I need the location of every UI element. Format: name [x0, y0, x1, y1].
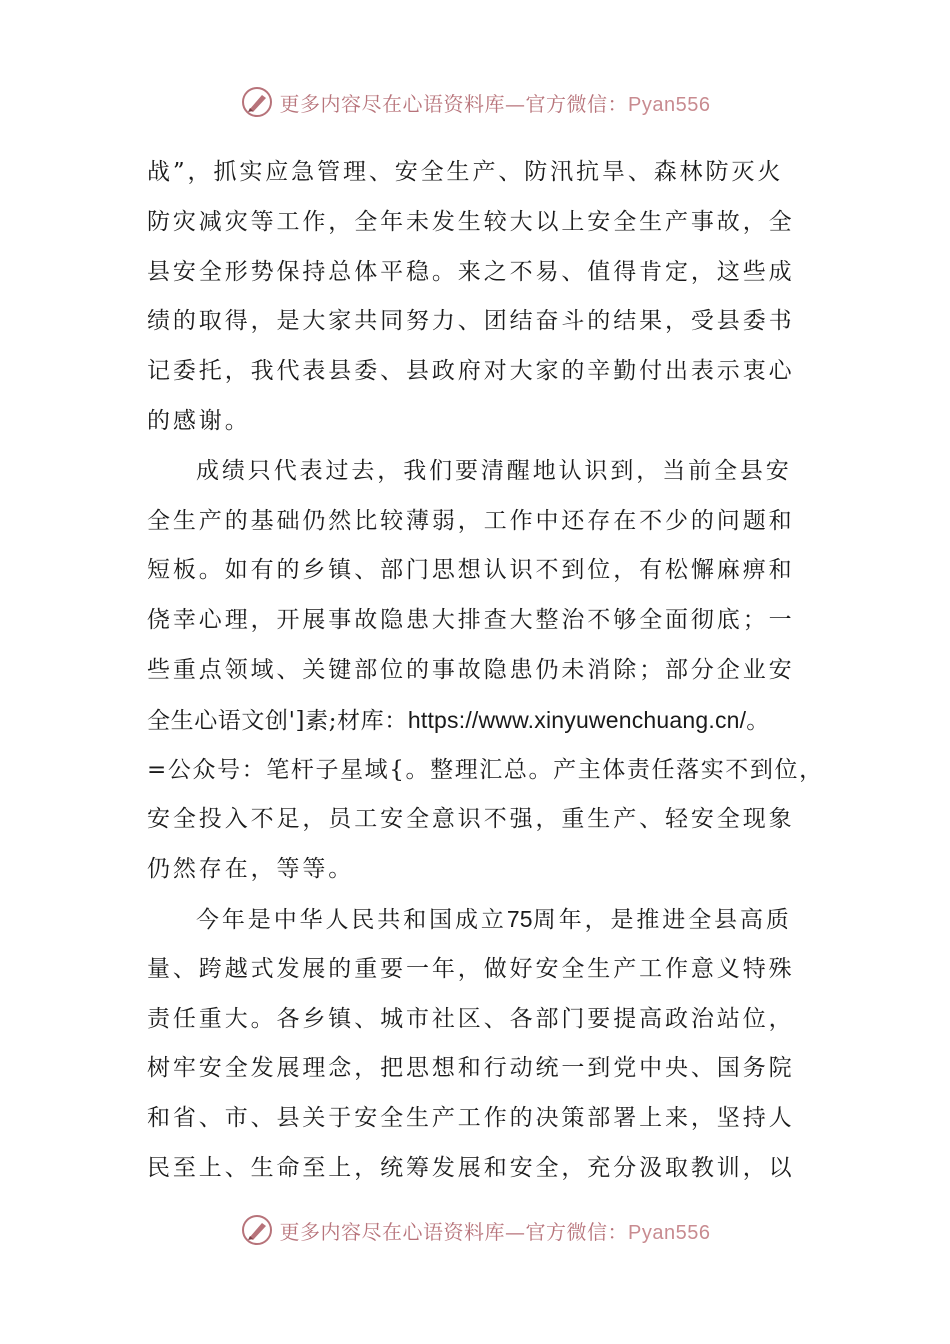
banner-text: 更多内容尽在心语资料库—官方微信：Pyan556: [279, 91, 711, 116]
banner-text: 更多内容尽在心语资料库—官方微信：Pyan556: [279, 1219, 711, 1244]
text-segment: 今年是中华人民共和国成立: [196, 906, 507, 933]
text-line: 侥幸心理，开展事故隐患大排查大整治不够全面彻底；一: [147, 607, 795, 634]
text-line: 全生产的基础仍然比较薄弱，工作中还存在不少的问题和: [147, 507, 795, 534]
text-line: =公众号：笔杆子星域{。整理汇总。产主体责任落实不到位，: [147, 756, 824, 783]
text-line: 和省、市、县关于安全生产工作的决策部署上来，坚持人: [147, 1105, 795, 1132]
text-line: 的感谢。: [147, 407, 251, 434]
pen-logo-icon: [240, 1213, 274, 1247]
pen-logo-icon: [240, 85, 274, 119]
text-line: [147, 895, 807, 945]
text-line: 成绩只代表过去，我们要清醒地认识到，当前全县安: [196, 457, 792, 484]
document-body: [147, 148, 824, 1194]
footer-banner: [0, 1210, 950, 1250]
watermark-url: https://www.xinyuwenchuang.cn/: [407, 706, 747, 733]
text-line: [147, 696, 807, 746]
text-line: 战”，抓实应急管理、安全生产、防汛抗旱、森林防灭火: [147, 159, 784, 185]
text-line: 仍然存在，等等。: [147, 856, 355, 883]
text-line: 安全投入不足，员工安全意识不强，重生产、轻安全现象: [147, 806, 795, 833]
anniversary-number: 75: [506, 905, 533, 932]
text-line: 县安全形势保持总体平稳。来之不易、值得肯定，这些成: [147, 258, 795, 285]
text-segment: 周年，是推进全县高质: [532, 906, 792, 933]
wechat-id: Pyan556: [628, 1221, 711, 1244]
text-line: 量、跨越式发展的重要一年，做好安全生产工作意义特殊: [147, 955, 795, 982]
text-line: 树牢安全发展理念，把思想和行动统一到党中央、国务院: [147, 1055, 795, 1082]
watermark-prefix: 全生心语文创']素;材库：: [147, 707, 408, 734]
watermark-suffix: 。: [746, 707, 770, 734]
text-line: 记委托，我代表县委、县政府对大家的辛勤付出表示衷心: [147, 358, 795, 385]
wechat-id: Pyan556: [628, 93, 711, 116]
text-line: 防灾减灾等工作，全年未发生较大以上安全生产事故，全: [147, 208, 795, 235]
text-line: 短板。如有的乡镇、部门思想认识不到位，有松懈麻痹和: [147, 557, 795, 584]
text-line: 绩的取得，是大家共同努力、团结奋斗的结果，受县委书: [147, 308, 795, 335]
text-line: 些重点领域、关键部位的事故隐患仍未消除；部分企业安: [147, 656, 795, 683]
text-line: 民至上、生命至上，统筹发展和安全，充分汲取教训，以: [147, 1154, 795, 1181]
text-line: 责任重大。各乡镇、城市社区、各部门要提高政治站位，: [147, 1005, 795, 1032]
header-banner: [0, 82, 950, 122]
